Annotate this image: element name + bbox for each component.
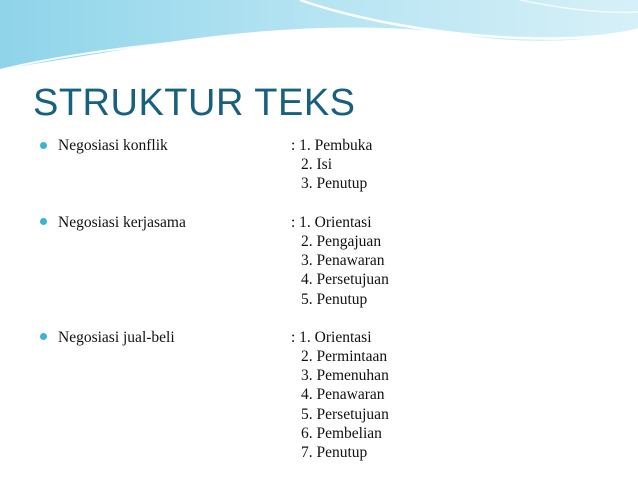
bullet-icon xyxy=(40,218,47,225)
structure-step: 4. Penawaran xyxy=(301,386,385,404)
structure-step: 2. Isi xyxy=(301,156,332,174)
structure-step: : 1. Orientasi xyxy=(291,328,372,346)
structure-step: 3. Penawaran xyxy=(301,252,385,270)
structure-step: 4. Persetujuan xyxy=(301,271,389,289)
structure-steps xyxy=(291,328,600,462)
list-item xyxy=(40,328,600,462)
negotiation-type-label: Negosiasi konflik xyxy=(58,137,168,154)
structure-step: 7. Penutup xyxy=(301,444,368,461)
list-item xyxy=(40,136,600,194)
list-item xyxy=(40,213,600,309)
structure-step: 3. Penutup xyxy=(301,175,368,193)
header-wave-decoration xyxy=(0,0,638,90)
structure-step: : 1. Orientasi xyxy=(291,213,372,231)
structure-step: : 1. Pembuka xyxy=(291,137,373,154)
slide-title: STRUKTUR TEKS xyxy=(33,82,356,124)
bullet-icon xyxy=(40,142,47,149)
bullet-icon xyxy=(40,333,47,340)
structure-steps xyxy=(291,136,600,194)
negotiation-type-label: Negosiasi kerjasama xyxy=(58,213,186,231)
structure-step: 3. Pemenuhan xyxy=(301,367,389,385)
structure-steps xyxy=(291,213,600,309)
structure-step: 2. Pengajuan xyxy=(301,232,382,250)
structure-step: 5. Penutup xyxy=(301,290,368,308)
negotiation-type-label: Negosiasi jual-beli xyxy=(58,328,175,346)
structure-step: 2. Permintaan xyxy=(301,348,388,366)
structure-step: 6. Pembelian xyxy=(301,424,382,442)
negotiation-structure-list xyxy=(40,136,600,462)
structure-step: 5. Persetujuan xyxy=(301,405,389,423)
